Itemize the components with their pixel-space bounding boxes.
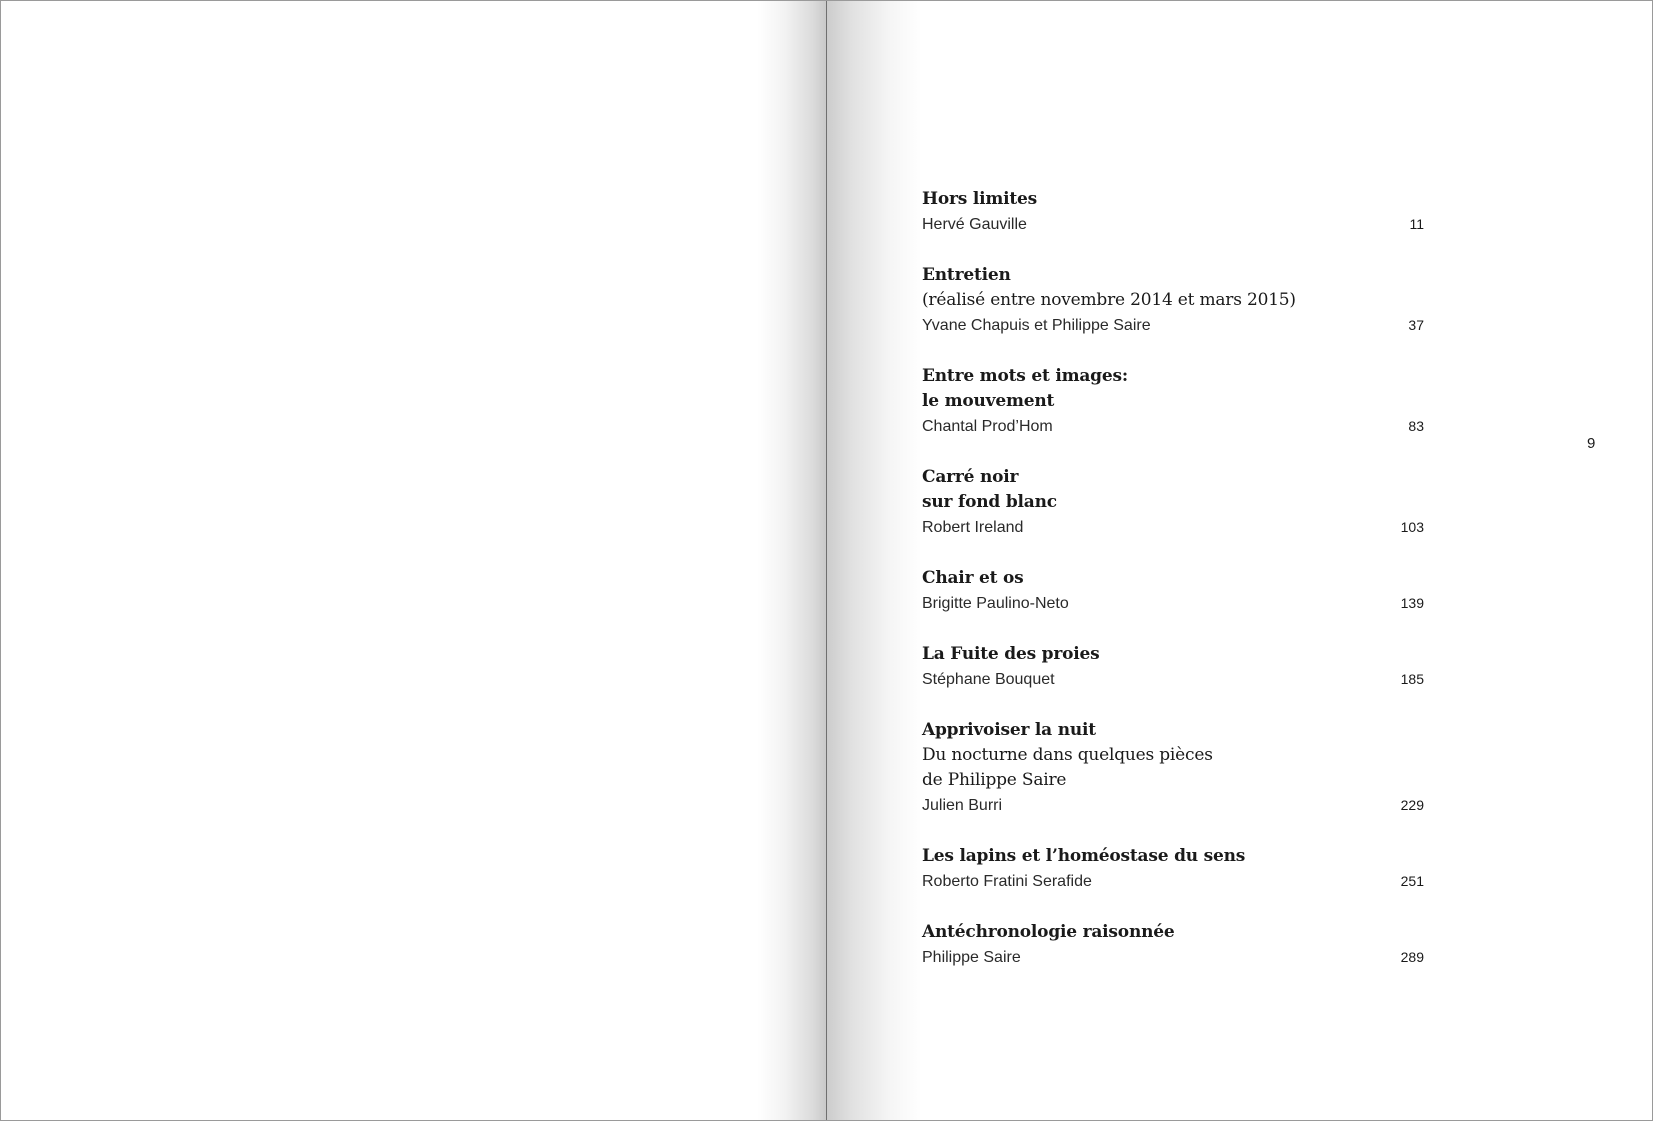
toc-entry-line [922, 515, 1424, 540]
toc-entry-page-number: 83 [1408, 418, 1424, 434]
toc-entry-author: Philippe Saire [922, 949, 1021, 966]
toc-entry [922, 844, 1424, 894]
toc-entry-author: Chantal Prod’Hom [922, 418, 1053, 435]
toc-entry [922, 566, 1424, 616]
toc-entry-title: Entre mots et images: le mouvement [922, 366, 1128, 411]
toc-entry-author: Stéphane Bouquet [922, 671, 1055, 688]
gutter-shadow-right [827, 1, 922, 1120]
toc-entry-title: Entretien [922, 265, 1011, 285]
toc-entry-title: Antéchronologie raisonnée [922, 922, 1175, 942]
toc-entry-title: Les lapins et l’homéostase du sens [922, 846, 1246, 866]
left-page [1, 1, 827, 1120]
toc-entry-author: Yvane Chapuis et Philippe Saire [922, 317, 1151, 334]
toc-entry-line [922, 793, 1424, 818]
page-number-folio: 9 [1587, 435, 1596, 452]
toc-entry [922, 187, 1424, 237]
toc-entry-author: Julien Burri [922, 797, 1003, 814]
toc-entry-title: Chair et os [922, 568, 1024, 588]
toc-entry-author: Hervé Gauville [922, 216, 1027, 233]
toc-entry-page-number: 229 [1400, 797, 1424, 813]
toc-entry-page-number: 11 [1409, 216, 1424, 232]
toc-entry-author: Robert Ireland [922, 519, 1024, 536]
toc-entry-title: La Fuite des proies [922, 644, 1100, 664]
toc-entry-author: Roberto Fratini Serafide [922, 873, 1092, 890]
spine-divider [826, 1, 827, 1120]
toc-entry-line [922, 591, 1424, 616]
toc-entry [922, 465, 1424, 540]
toc-entry-page-number: 139 [1400, 595, 1424, 611]
toc-entry-page-number: 251 [1400, 873, 1424, 889]
toc-entry-author: Brigitte Paulino-Neto [922, 595, 1069, 612]
toc-entry [922, 718, 1424, 818]
toc-entry [922, 364, 1424, 439]
toc-entry-line [922, 212, 1424, 237]
toc-entry-title: Hors limites [922, 189, 1038, 209]
toc-entry-line [922, 414, 1424, 439]
toc-entry-subtitle: Du nocturne dans quelques pièces de Philippe Saire [922, 745, 1213, 790]
gutter-shadow-left [757, 1, 827, 1120]
toc-entry-line [922, 869, 1424, 894]
toc-entry-line [922, 313, 1424, 338]
toc-entry-page-number: 103 [1400, 519, 1424, 535]
toc-entry-page-number: 37 [1408, 317, 1424, 333]
toc-entry-page-number: 185 [1400, 671, 1424, 687]
toc-entry-line [922, 667, 1424, 692]
toc-entry-subtitle: (réalisé entre novembre 2014 et mars 2015) [922, 290, 1296, 310]
toc-entry [922, 642, 1424, 692]
toc-entry [922, 263, 1424, 338]
toc-entry-page-number: 289 [1400, 949, 1424, 965]
toc-entry-line [922, 945, 1424, 970]
toc-entry-title: Apprivoiser la nuit [922, 720, 1096, 740]
toc-entry [922, 920, 1424, 970]
table-of-contents [922, 187, 1424, 996]
toc-entry-title: Carré noir sur fond blanc [922, 467, 1057, 512]
